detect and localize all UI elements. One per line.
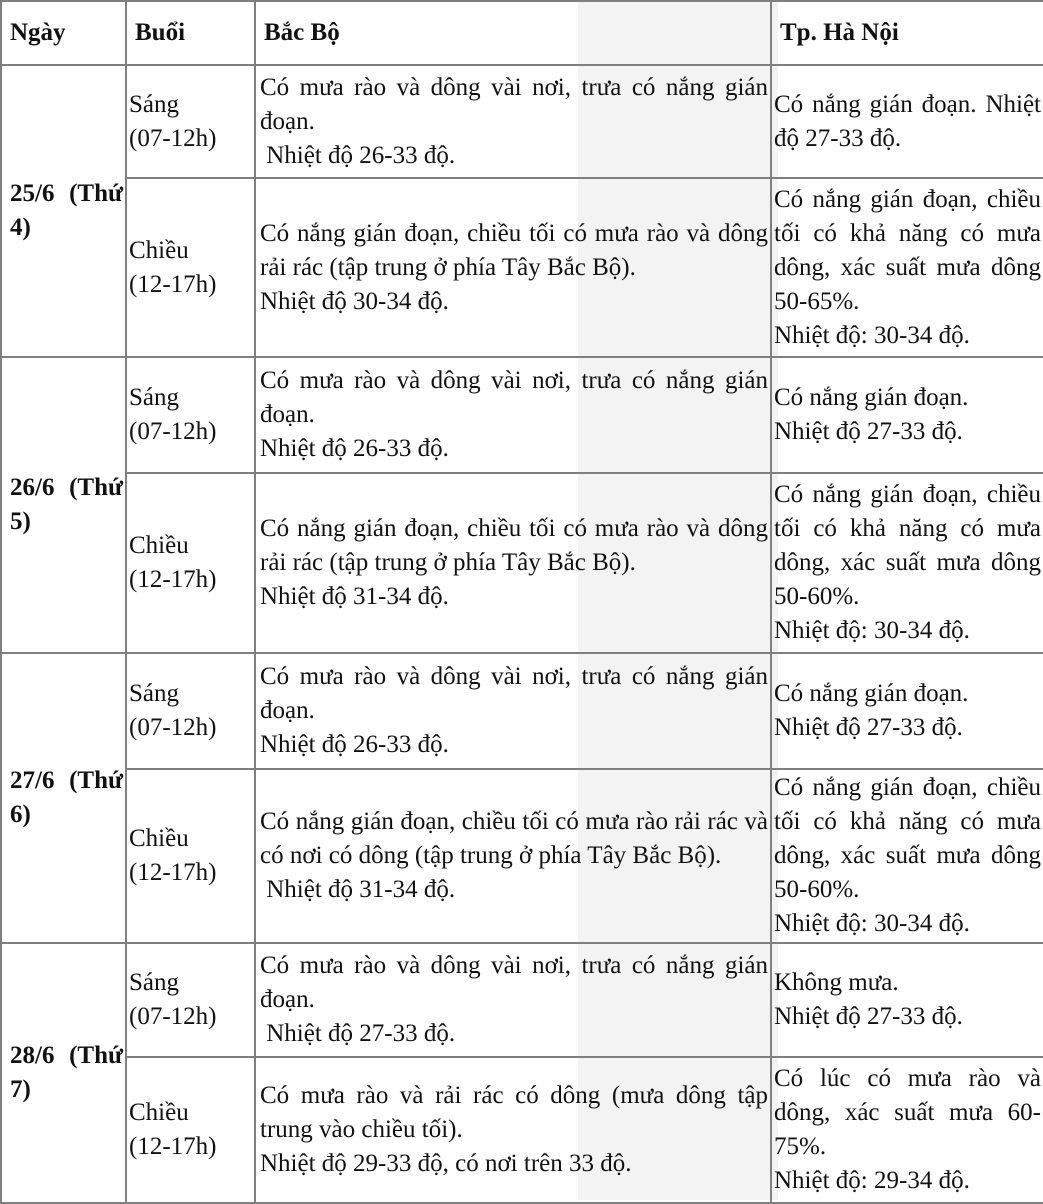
session-cell bbox=[126, 769, 255, 943]
temperature-text: Nhiệt độ 31-34 độ. bbox=[260, 583, 449, 610]
forecast-text: Có nắng gián đoạn, chiều tối có khả năng có mưa dông, xác suất mưa dông 50-65%. bbox=[774, 185, 1041, 315]
bac-bo-forecast bbox=[255, 65, 771, 178]
forecast-text: Có nắng gián đoạn. bbox=[774, 384, 969, 411]
temperature-text: Nhiệt độ: 30-34 độ. bbox=[774, 910, 970, 937]
bac-bo-forecast bbox=[255, 653, 771, 769]
temperature-text: Nhiệt độ 27-33 độ. bbox=[774, 714, 963, 741]
temperature-text: Nhiệt độ 26-33 độ. bbox=[260, 731, 449, 758]
forecast-text: Có nắng gián đoạn, chiều tối có mưa rào và dông rải rác (tập trung ở phía Tây Bắc Bộ). bbox=[260, 515, 768, 576]
table-row bbox=[1, 1057, 1043, 1203]
session-hours: (12-17h) bbox=[129, 270, 217, 298]
forecast-text: Có nắng gián đoạn, chiều tối có khả năng có mưa dông, xác suất mưa dông 50-60%. bbox=[774, 481, 1041, 610]
session-label: Sáng bbox=[129, 384, 179, 411]
header-day: Ngày bbox=[1, 1, 126, 65]
temperature-text: Nhiệt độ: 30-34 độ. bbox=[774, 617, 970, 644]
table-row bbox=[1, 65, 1043, 178]
session-hours: (07-12h) bbox=[129, 1003, 217, 1030]
forecast-text: Có nắng gián đoạn. bbox=[774, 680, 969, 707]
session-hours: (07-12h) bbox=[129, 714, 217, 741]
session-cell bbox=[126, 653, 255, 769]
forecast-text: Có mưa rào và dông vài nơi, trưa có nắng gián đoạn. bbox=[260, 952, 768, 1013]
temperature-text: Nhiệt độ 31-34 độ. bbox=[260, 876, 456, 903]
header-row bbox=[1, 1, 1043, 65]
forecast-text: Không mưa. bbox=[774, 969, 899, 996]
forecast-text: Có nắng gián đoạn, chiều tối có mưa rào và dông rải rác (tập trung ở phía Tây Bắc Bộ). bbox=[260, 219, 768, 281]
forecast-text: Có lúc có mưa rào và dông, xác suất mưa 60-75%. bbox=[774, 1065, 1041, 1160]
session-cell bbox=[126, 943, 255, 1057]
forecast-text: Có mưa rào và dông vài nơi, trưa có nắng gián đoạn. bbox=[260, 73, 768, 135]
session-label: Chiều bbox=[129, 1099, 189, 1126]
forecast-text: Có mưa rào và dông vài nơi, trưa có nắng gián đoạn. bbox=[260, 663, 768, 724]
session-label: Sáng bbox=[129, 90, 179, 118]
day-cell: 27/6 (Thứ 6) bbox=[1, 653, 126, 943]
table-row bbox=[1, 653, 1043, 769]
temperature-text: Nhiệt độ: 29-34 độ. bbox=[774, 1167, 970, 1194]
day-cell: 26/6 (Thứ 5) bbox=[1, 357, 126, 653]
header-city: Tp. Hà Nội bbox=[771, 1, 1043, 65]
temperature-text: Nhiệt độ 29-33 độ, có nơi trên 33 độ. bbox=[260, 1150, 632, 1177]
temperature-text: Nhiệt độ 27-33 độ. bbox=[260, 1020, 456, 1047]
table-row bbox=[1, 943, 1043, 1057]
forecast-text: Có nắng gián đoạn, chiều tối có khả năng có mưa dông, xác suất mưa dông 50-60%. bbox=[774, 774, 1041, 903]
ha-noi-forecast bbox=[771, 357, 1043, 473]
bac-bo-forecast bbox=[255, 473, 771, 653]
session-hours: (07-12h) bbox=[129, 124, 217, 152]
session-hours: (07-12h) bbox=[129, 418, 217, 445]
day-cell: 25/6 (Thứ 4) bbox=[1, 65, 126, 357]
day-cell: 28/6 (Thứ 7) bbox=[1, 943, 126, 1203]
temperature-text: Nhiệt độ 26-33 độ. bbox=[260, 435, 449, 462]
ha-noi-forecast bbox=[771, 65, 1043, 178]
bac-bo-forecast bbox=[255, 178, 771, 357]
bac-bo-forecast bbox=[255, 943, 771, 1057]
table-row bbox=[1, 357, 1043, 473]
bac-bo-forecast bbox=[255, 357, 771, 473]
session-hours: (12-17h) bbox=[129, 1133, 217, 1160]
session-label: Sáng bbox=[129, 680, 179, 707]
ha-noi-forecast bbox=[771, 178, 1043, 357]
forecast-text: Có nắng gián đoạn, chiều tối có mưa rào rải rác và có nơi có dông (tập trung ở phía Tây Bắc Bộ). bbox=[260, 808, 768, 869]
bac-bo-forecast bbox=[255, 769, 771, 943]
table-row bbox=[1, 769, 1043, 943]
session-cell bbox=[126, 1057, 255, 1203]
table-row bbox=[1, 178, 1043, 357]
table-row bbox=[1, 473, 1043, 653]
temperature-text: Nhiệt độ 27-33 độ. bbox=[774, 1003, 963, 1030]
session-cell bbox=[126, 473, 255, 653]
temperature-text: Nhiệt độ 26-33 độ. bbox=[260, 141, 456, 169]
session-label: Sáng bbox=[129, 969, 179, 996]
ha-noi-forecast bbox=[771, 1057, 1043, 1203]
session-label: Chiều bbox=[129, 532, 189, 559]
ha-noi-forecast bbox=[771, 769, 1043, 943]
session-label: Chiều bbox=[129, 236, 189, 264]
temperature-text: Nhiệt độ 30-34 độ. bbox=[260, 287, 449, 315]
session-hours: (12-17h) bbox=[129, 859, 217, 886]
ha-noi-forecast bbox=[771, 653, 1043, 769]
header-region: Bắc Bộ bbox=[255, 1, 771, 65]
forecast-text: Có mưa rào và dông vài nơi, trưa có nắng gián đoạn. bbox=[260, 367, 768, 428]
session-label: Chiều bbox=[129, 825, 189, 852]
forecast-text: Có mưa rào và rải rác có dông (mưa dông tập trung vào chiều tối). bbox=[260, 1082, 768, 1143]
session-hours: (12-17h) bbox=[129, 566, 217, 593]
ha-noi-forecast bbox=[771, 473, 1043, 653]
session-cell bbox=[126, 178, 255, 357]
forecast-text: Có nắng gián đoạn. Nhiệt độ 27-33 độ. bbox=[774, 90, 1041, 152]
session-cell bbox=[126, 357, 255, 473]
temperature-text: Nhiệt độ: 30-34 độ. bbox=[774, 321, 970, 349]
bac-bo-forecast bbox=[255, 1057, 771, 1203]
header-session: Buổi bbox=[126, 1, 255, 65]
temperature-text: Nhiệt độ 27-33 độ. bbox=[774, 418, 963, 445]
ha-noi-forecast bbox=[771, 943, 1043, 1057]
session-cell bbox=[126, 65, 255, 178]
